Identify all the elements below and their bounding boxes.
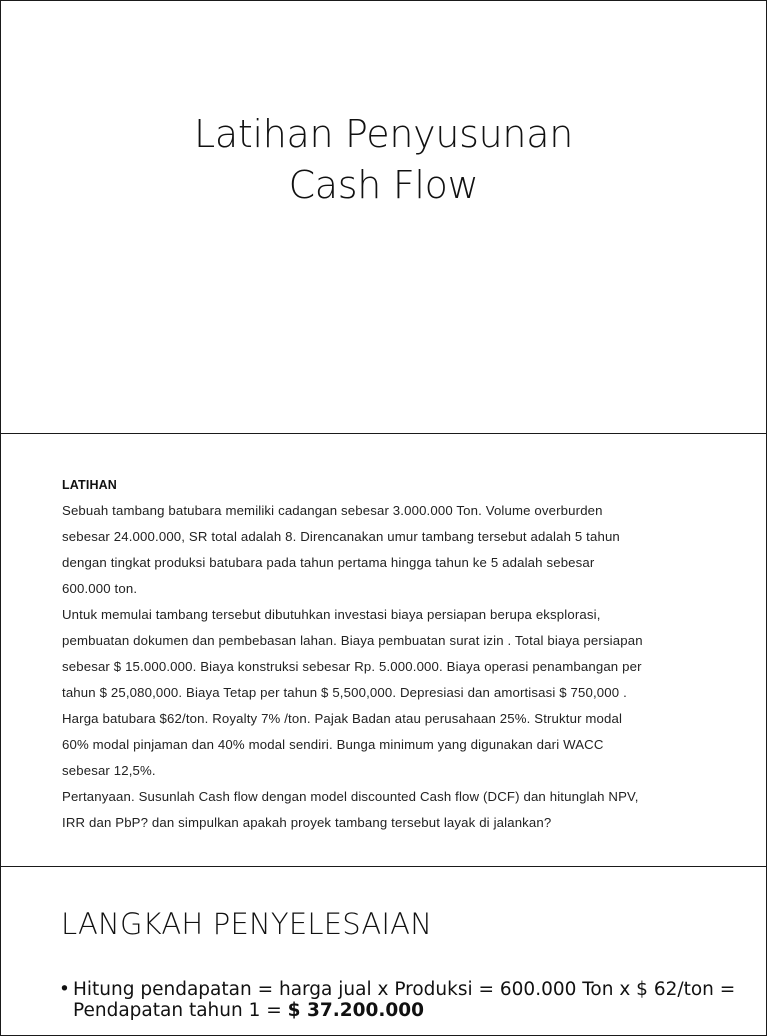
exercise-line: Untuk memulai tambang tersebut dibutuhkan investasi biaya persiapan berupa eksplorasi, xyxy=(62,607,601,622)
exercise-line: sebesar $ 15.000.000. Biaya konstruksi sebesar Rp. 5.000.000. Biaya operasi penambangan per xyxy=(62,659,642,674)
revenue-value: $ 37.200.000 xyxy=(287,1000,424,1021)
exercise-line: dengan tingkat produksi batubara pada tahun pertama hingga tahun ke 5 adalah sebesar xyxy=(62,555,595,570)
exercise-line: 600.000 ton. xyxy=(62,581,138,596)
exercise-line: IRR dan PbP? dan simpulkan apakah proyek tambang tersebut layak di jalankan? xyxy=(62,815,552,830)
bullet-line-2 xyxy=(59,1000,749,1021)
exercise-text xyxy=(62,472,712,836)
slide-title-line-1: Latihan Penyusunan xyxy=(194,112,573,156)
exercise-line: sebesar 24.000.000, SR total adalah 8. Direncanakan umur tambang tersebut adalah 5 tahun xyxy=(62,529,620,544)
steps-slide xyxy=(0,866,767,1036)
steps-heading: LANGKAH PENYELESAIAN xyxy=(61,907,433,941)
bullet-item xyxy=(59,979,749,1021)
title-slide xyxy=(0,0,767,434)
bullet-text: Hitung pendapatan = harga jual x Produksi = 600.000 Ton x $ 62/ton = xyxy=(73,979,736,1000)
bullet-text-prefix: Pendapatan tahun 1 = xyxy=(73,1000,288,1021)
exercise-line: Sebuah tambang batubara memiliki cadangan sebesar 3.000.000 Ton. Volume overburden xyxy=(62,503,603,518)
exercise-line: Harga batubara $62/ton. Royalty 7% /ton. Pajak Badan atau perusahaan 25%. Struktur modal xyxy=(62,711,623,726)
exercise-line: sebesar 12,5%. xyxy=(62,763,156,778)
bullet-dot-icon: • xyxy=(59,979,70,1000)
slide-title xyxy=(1,109,766,211)
exercise-line: 60% modal pinjaman dan 40% modal sendiri. Bunga minimum yang digunakan dari WACC xyxy=(62,737,604,752)
exercise-line: tahun $ 25,080,000. Biaya Tetap per tahun $ 5,500,000. Depresiasi dan amortisasi $ 750,000 . xyxy=(62,685,627,700)
exercise-heading: LATIHAN xyxy=(62,478,117,492)
bullet-line-1 xyxy=(59,979,749,1000)
exercise-line: pembuatan dokumen dan pembebasan lahan. Biaya pembuatan surat izin . Total biaya persiapan xyxy=(62,633,643,648)
exercise-slide xyxy=(0,433,767,867)
exercise-line: Pertanyaan. Susunlah Cash flow dengan model discounted Cash flow (DCF) dan hitunglah NPV, xyxy=(62,789,639,804)
slide-title-line-2: Cash Flow xyxy=(288,163,479,207)
